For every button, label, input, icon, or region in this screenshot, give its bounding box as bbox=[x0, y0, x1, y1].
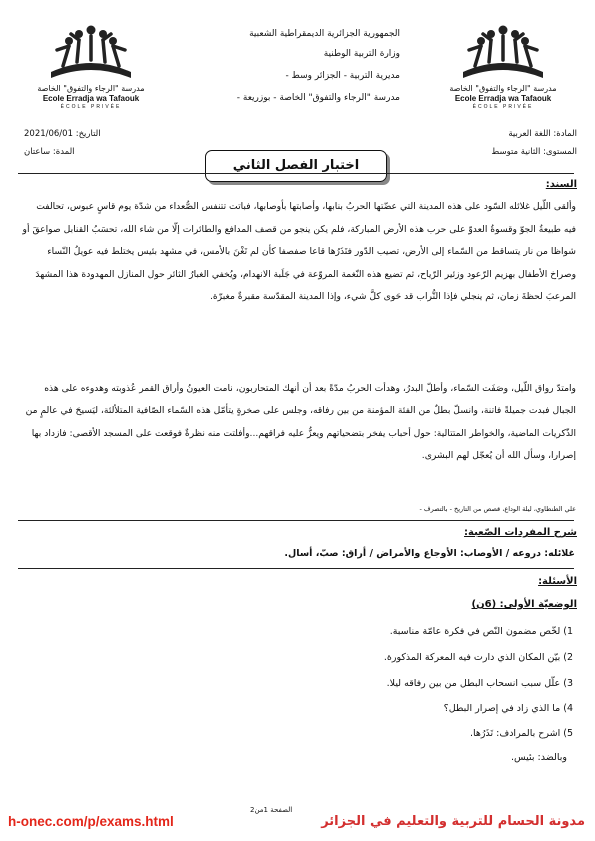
date: التاريخ: 2021/06/01 bbox=[24, 129, 101, 139]
school-sub: ÉCOLE PRIVÉE bbox=[472, 104, 534, 110]
school-name-ar: مدرسة "الرجاء والتفوق" الخاصة bbox=[449, 84, 557, 93]
divider bbox=[18, 173, 574, 174]
paragraph-2: وامتدّ رواق اللّيل، وصَفَت السّماء، وأطلّ البدرُ، وهدأت الحربُ مدّةً بعد أن أنهك المتحاربون، نامت العيونُ وأراق القمر عُذوبته وهدوءه على هذه الجبال فبدت جميلةً فاتنة، وانسلّ بطلٌ من الفئة المؤمنة من بين رفاقه، وجلس على صخرةٍ يتأمّل هذه السّماء الصّافية المتلألئة، ليَسيحَ في عالمٍ من الذّكريات الماضية، والخواطر المتتالية: حول أحباب يفخر بتضحياتهم ويعزُّ عليه فراقهم...وأفلتت منه نظرةٌ فوقعت على المسجد الأقصى: فازداد بها إصرارا، وسأل الله أن يُعجّل لهم البشرى. bbox=[25, 383, 576, 462]
subject: المادة: اللغة العربية bbox=[508, 129, 577, 139]
republic-line: الجمهورية الجزائرية الديمقراطية الشعبية bbox=[249, 29, 400, 39]
divider bbox=[18, 568, 574, 569]
text-paragraph-2 bbox=[22, 378, 576, 468]
vocab-heading: شرح المفردات الصّعبة: bbox=[464, 527, 577, 538]
text-heading: السند: bbox=[545, 179, 577, 190]
question-5: 5) اشرح بالمرادف: تَذَرُها. bbox=[469, 728, 573, 739]
school-name-en: Ecole Erradja wa Tafaouk bbox=[42, 94, 140, 103]
school-name-ar: مدرسة "الرجاء والتفوق" الخاصة bbox=[37, 84, 145, 93]
school-line: مدرسة "الرجاء والتفوق" الخاصة - بوزريعة - bbox=[236, 93, 400, 103]
vocab-line: غلائله: دروعه / الأوصاب: الأوجاع والأمراض / أراق: صبّ، أسال. bbox=[284, 548, 575, 559]
duration: المدة: ساعتان bbox=[24, 147, 75, 157]
question-3: 3) علّل سبب انسحاب البطل من بين رفاقه ليلا. bbox=[386, 678, 573, 689]
book-people-logo-icon bbox=[455, 22, 551, 84]
exam-title: اختبار الفصل الثاني bbox=[205, 150, 387, 182]
footer-blog-name: مدونة الحسام للتربية والتعليم في الجزائر bbox=[321, 814, 585, 829]
ministry-line: وزارة التربية الوطنية bbox=[323, 49, 400, 59]
text-paragraph-1 bbox=[22, 196, 576, 309]
footer-url[interactable]: h-onec.com/p/exams.html bbox=[8, 814, 174, 829]
situation-1: الوضعيّة الأولى: (6ن) bbox=[471, 599, 577, 610]
paragraph-1: وألقى اللّيل غلائله السّود على هذه المدينة التي عضّتها الحربُ بنابها، وأصابتها بأوصابها، فباتت تتنفس الصُّعداء من شدّة يوم قاسٍ عبوس، تحالفت فيه طبيعةُ الجوّ وقسوةُ العدوّ على حرب هذه الأرض المباركة، فلم يكن ينجو من قصف المدافع والطائرات إلّا من شاء الله، تحسَبُ القنابل صواعقَ أو شواظا من نار يتساقط من السّماء إلى الأرض، تصيب الدّور فتَذَرُها قاعا صفصفا كأن لم تَغْنَ بالأمس، في مشهد بئيس يختلط فيه عويلُ النّساء وصراخ الأطفال بهزيم الرّعود وزئير الرّياح، ثم تضيع هذه النّغمة المروّعة في جَلَبة الانهدام، ويُخفي الغبارُ الثائر حول المنازل المهدودة هذا المشهدَ المرعبَ لحظةَ زمان، ثم ينجلي فإذا التُّراب قد حَوى كلَّ شيء، وإذا المدينة المقدّسة مقبرةٌ مغبرّة. bbox=[22, 201, 576, 303]
school-logo-right bbox=[442, 22, 564, 122]
page-number: الصفحة 1من2 bbox=[250, 806, 293, 814]
question-1: 1) لخّص مضمون النّص في فكرة عامّة مناسبة. bbox=[389, 626, 573, 637]
book-people-logo-icon bbox=[43, 22, 139, 84]
question-2: 2) بيّن المكان الذي دارت فيه المعركة المذكورة. bbox=[383, 652, 573, 663]
question-4: 4) ما الذي زاد في إصرار البطل؟ bbox=[443, 703, 573, 714]
school-logo-left bbox=[30, 22, 152, 122]
questions-heading: الأسئلة: bbox=[538, 576, 577, 587]
school-name-en: Ecole Erradja wa Tafaouk bbox=[454, 94, 552, 103]
divider bbox=[18, 520, 574, 521]
school-sub: ÉCOLE PRIVÉE bbox=[60, 104, 122, 110]
directorate-line: مديرية التربية - الجزائر وسط - bbox=[285, 71, 400, 81]
level: المستوى: الثانية متوسط bbox=[491, 147, 577, 157]
source-citation: علي الطنطاوي، ليلة الوداع، قصص من التاريخ - بالتصرف - bbox=[419, 505, 576, 513]
antonym: وبالضد: بئيس. bbox=[511, 752, 567, 763]
